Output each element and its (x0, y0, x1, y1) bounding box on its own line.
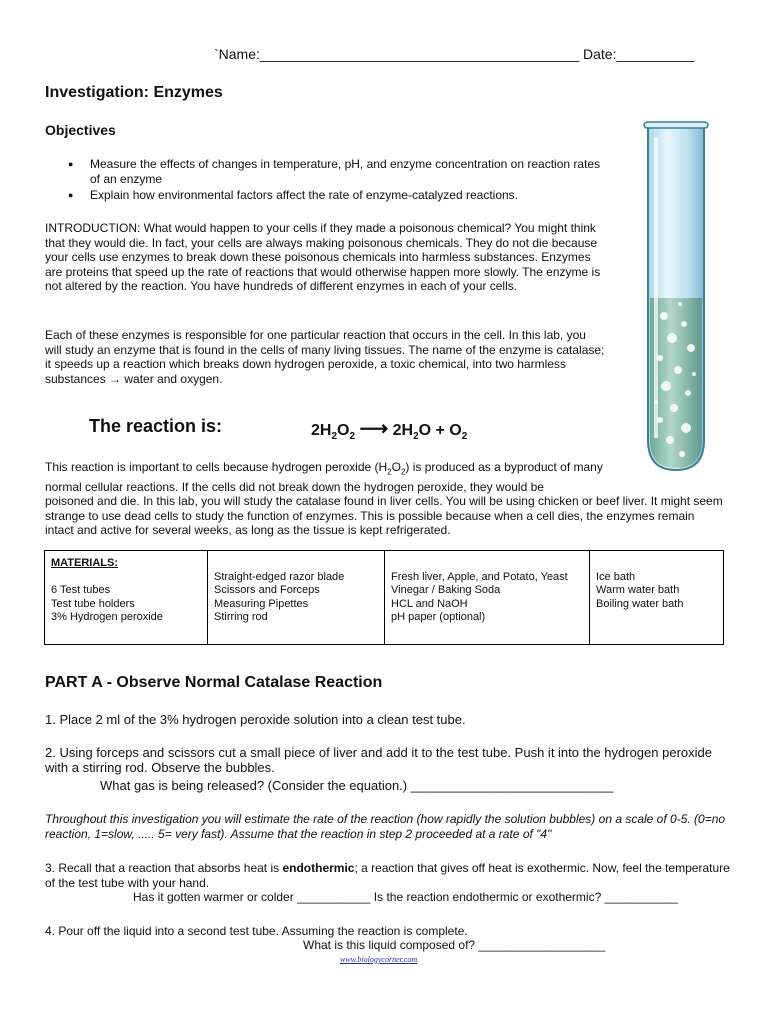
material-item: Ice bath (596, 570, 636, 583)
step-4: 4. Pour off the liquid into a second test tube. Assuming the reaction is complete. (45, 924, 468, 938)
endothermic-term: endothermic (282, 861, 355, 875)
material-item: Fresh liver, Apple, and Potato, Yeast (391, 570, 568, 583)
objective-item: ● Explain how environmental factors affect the rate of enzyme-catalyzed reactions. (45, 188, 605, 203)
step-3-question: Has it gotten warmer or colder ___________ Is the reaction endothermic or exothermic? ___________ (133, 890, 678, 904)
part-a-title: PART A - Observe Normal Catalase Reaction (45, 674, 383, 691)
materials-col-2 (208, 551, 385, 645)
material-item: Measuring Pipettes (214, 597, 309, 610)
name-date-line: `Name:_________________________________________ Date:__________ (214, 46, 695, 62)
step-2: 2. Using forceps and scissors cut a small piece of liver and add it to the test tube. Push it into the hydrogen peroxide with a stirring rod. Observe the bubbles. (45, 745, 712, 775)
objectives-heading: Objectives (45, 122, 116, 138)
step-4-question: What is this liquid composed of? ___________________ (303, 938, 606, 952)
material-item: Warm water bath (596, 584, 680, 596)
materials-col-1 (45, 551, 208, 645)
material-item: HCL and NaOH (391, 597, 468, 610)
document-title: Investigation: Enzymes (45, 84, 223, 101)
materials-table (44, 550, 724, 645)
catalase-paragraph: Each of these enzymes is responsible for one particular reaction that occurs in the cell. In this lab, you will study an enzyme that is found in the cells of many living tissues. The name of the enzyme is catalase; it speeds up a reaction which breaks down hydrogen peroxide, a toxic chemical, into two harmless substances → water and oxygen. (45, 328, 605, 386)
test-tube-illustration-icon (636, 118, 716, 478)
materials-col-3 (385, 551, 590, 645)
material-item: Straight-edged razor blade (214, 570, 345, 583)
materials-col-4 (590, 551, 724, 645)
rate-note: Throughout this investigation you will estimate the rate of the reaction (how rapidly the solution bubbles) on a scale of 0-5. (0=no reaction, 1=slow, ..... 5= very fast). Assume that the reaction in step 2 proceeded at a rate of "4" (45, 812, 726, 841)
objective-item: ● Measure the effects of changes in temperature, pH, and enzyme concentration on reaction rates of an enzyme (45, 157, 605, 186)
materials-heading: MATERIALS: (51, 557, 119, 569)
step-1: 1. Place 2 ml of the 3% hydrogen peroxide solution into a clean test tube. (45, 712, 466, 727)
reaction-equation: $2H_2O_2$ ⟶ $2H_2O + O_2$ (311, 418, 468, 443)
reaction-arrow: ⟶ (359, 418, 389, 440)
material-item: Test tube holders (51, 597, 135, 610)
material-item: pH paper (optional) (391, 611, 486, 623)
importance-paragraph: This reaction is important to cells because hydrogen peroxide $(H_2O_2)$ is produced as a byproduct of many normal cellular reactions. If the cells did not break down the hydrogen peroxide, they would be poisoned and die. In this lab, you will study the catalase found in liver cells. You will be using chicken or beef liver. It might seem strange to use dead cells to study the function of enzymes. This is possible because when a cell dies, the enzymes remain intact and active for several weeks, as long as the tissue is kept refrigerated. (45, 460, 723, 538)
footer-link[interactable]: www.biologycorner.com (340, 955, 418, 964)
step-2-question: What gas is being released? (Consider the equation.) ____________________________ (100, 778, 614, 793)
material-item: Scissors and Forceps (214, 584, 320, 596)
reaction-label: The reaction is: (89, 416, 223, 436)
material-item: 3% Hydrogen peroxide (51, 611, 163, 623)
objectives-list (45, 157, 605, 205)
introduction-paragraph: INTRODUCTION: What would happen to your cells if they made a poisonous chemical? You might think that they would die. In fact, your cells are always making poisonous chemicals. They do not die because your cells use enzymes to break down these poisonous chemicals into harmless substances. Enzymes are proteins that speed up the rate of reactions that would otherwise happen more slowly. The enzyme is not altered by the reaction. You have hundreds of different enzymes in each of your cells. (45, 221, 601, 293)
step-3: 3. Recall that a reaction that absorbs heat is endothermic; a reaction that gives off heat is exothermic. Now, feel the temperature of the test tube with your hand. (45, 861, 730, 890)
material-item: 6 Test tubes (51, 584, 111, 596)
material-item: Stirring rod (214, 611, 268, 623)
material-item: Boiling water bath (596, 597, 684, 610)
material-item: Vinegar / Baking Soda (391, 584, 501, 596)
